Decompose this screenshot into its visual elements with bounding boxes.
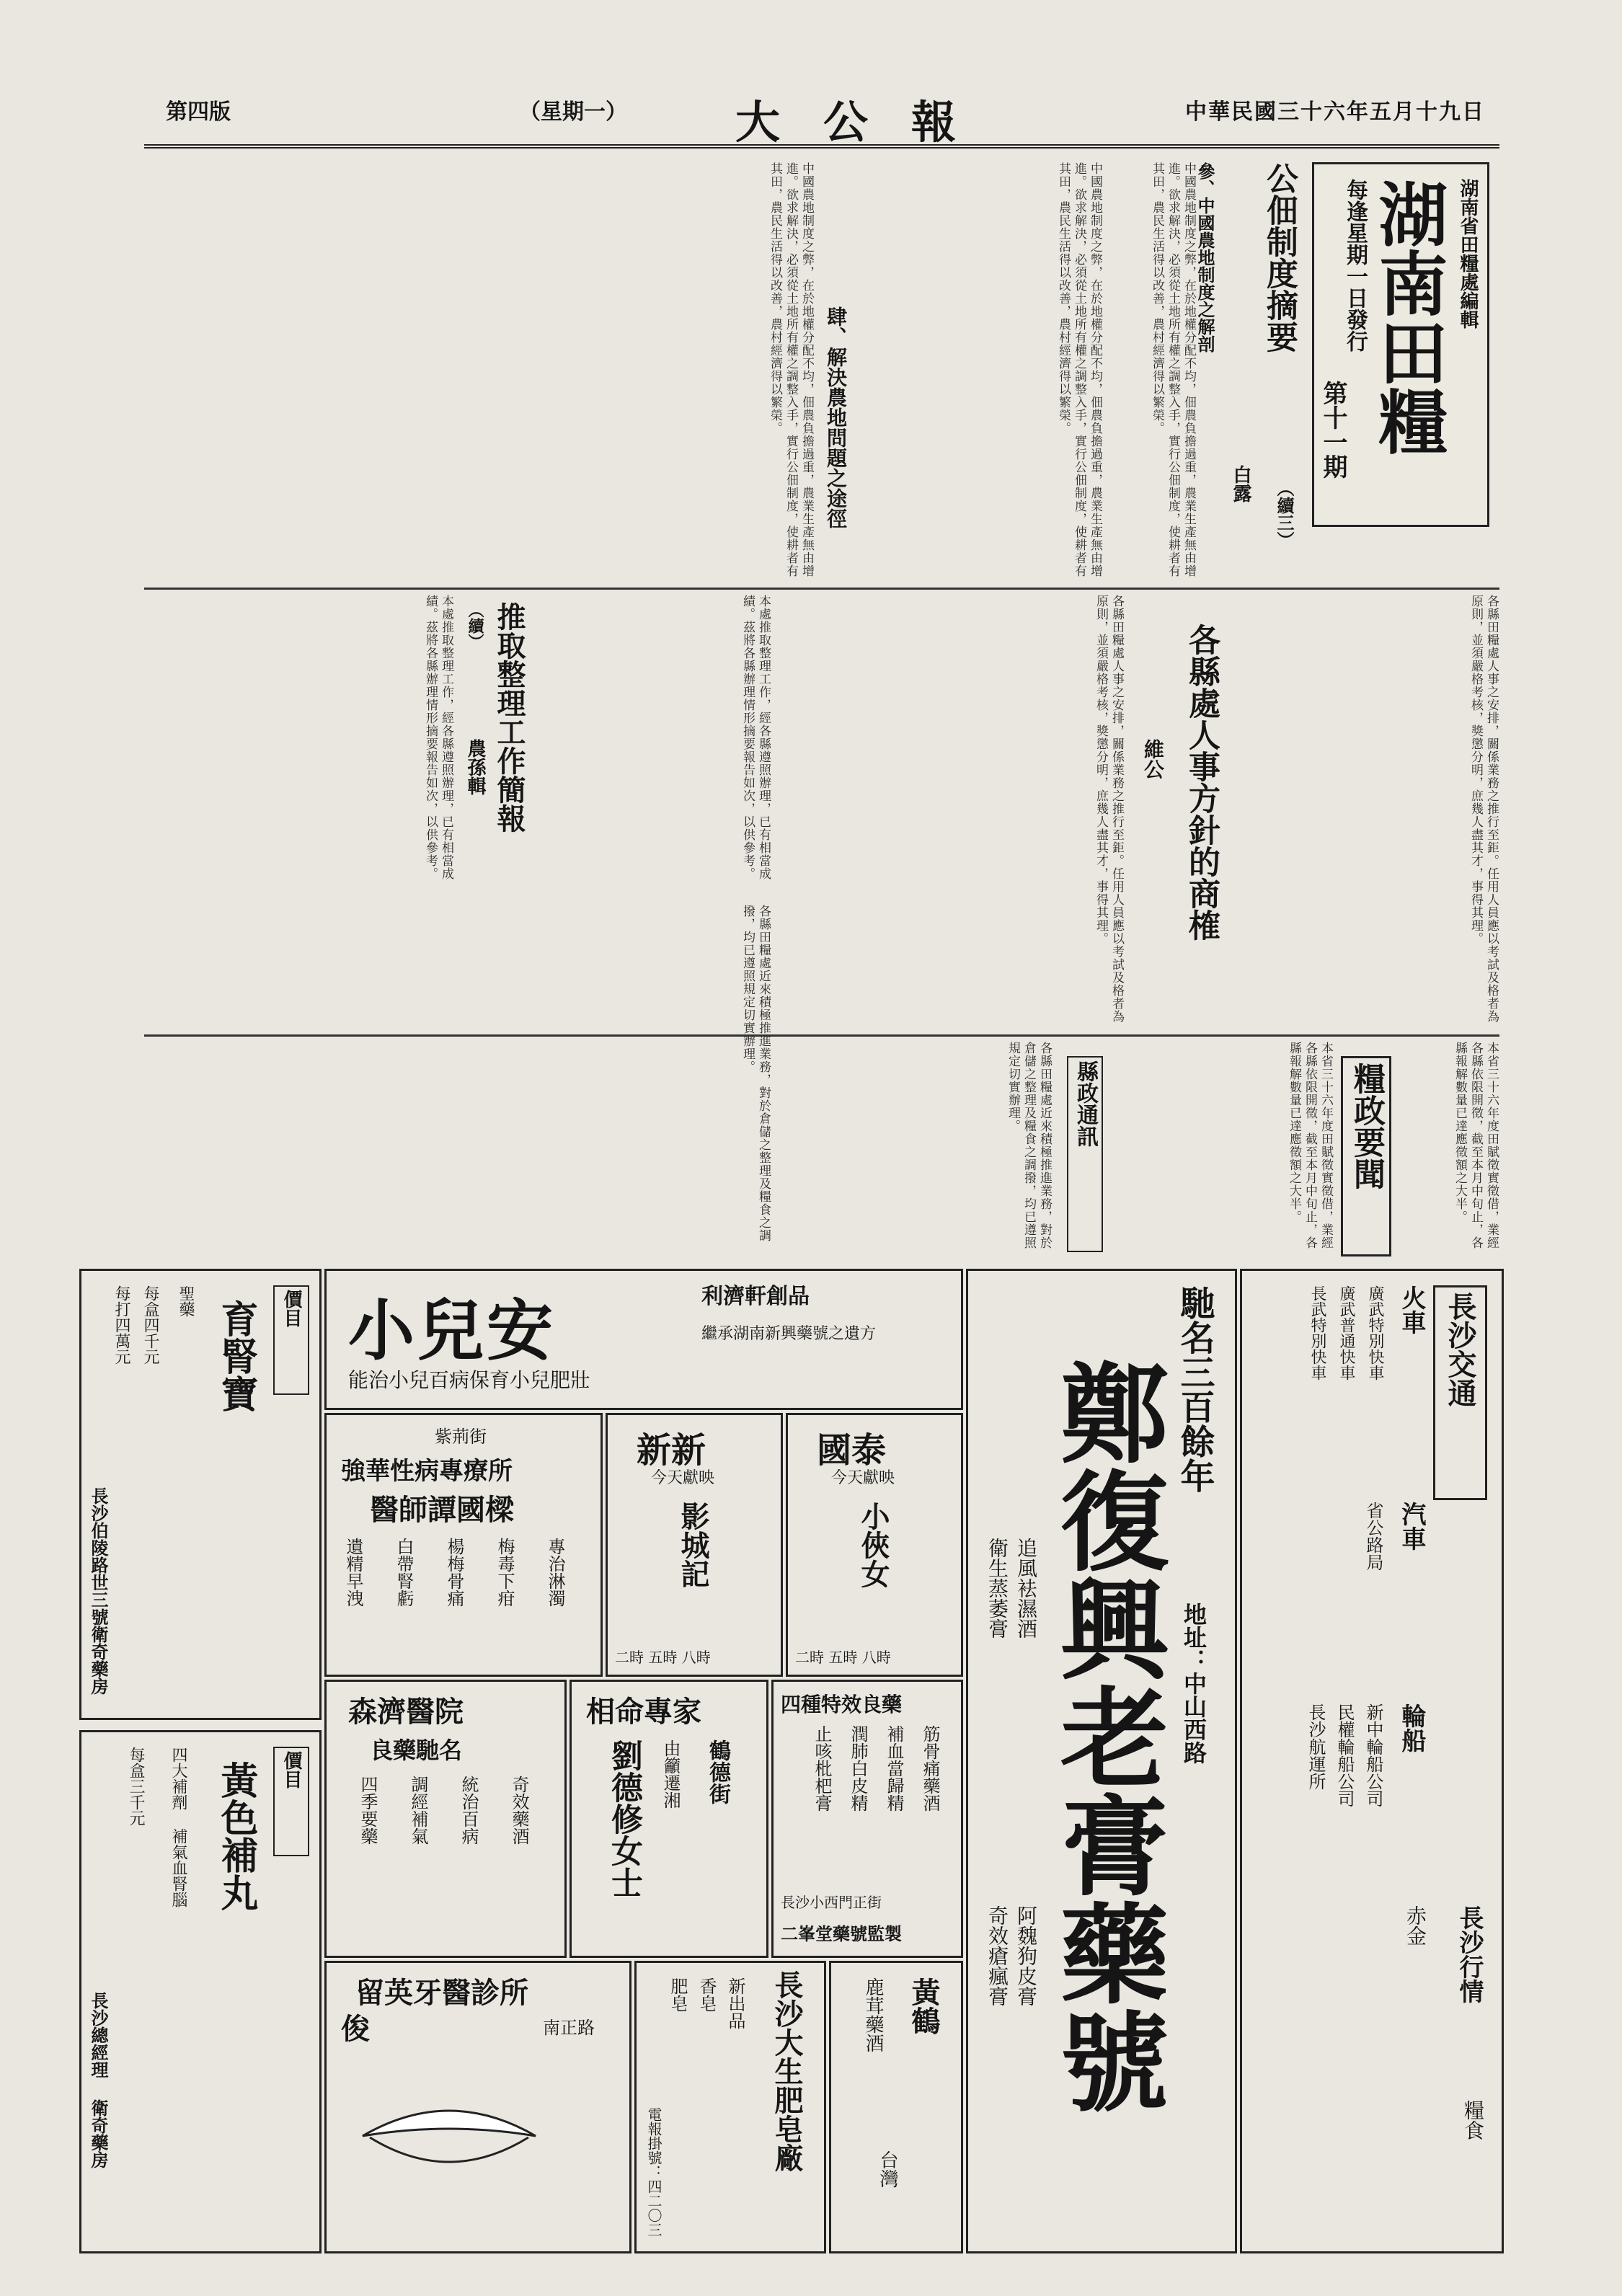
market-title: 長沙行情	[1455, 1905, 1484, 2003]
ad-doctor: 醫師譚國樑	[370, 1493, 514, 1527]
ad-times: 二時 五時 八時	[795, 1649, 891, 1666]
ad-place: 台灣	[877, 2150, 898, 2188]
ad-liuying	[324, 1961, 631, 2253]
page-number: 第四版	[166, 99, 231, 125]
ad-shop: 長沙總經理 衛奇藥房	[88, 1992, 109, 2168]
ad-brand: 黃色補丸	[214, 1761, 258, 1911]
article-note: （續三）	[1274, 479, 1295, 549]
ad-name: 黃鶴	[907, 1977, 941, 2035]
article-liangzheng	[1139, 1042, 1499, 1258]
article-gongdian-head	[1110, 162, 1305, 580]
ad-bus-company: 省公路局	[1363, 1502, 1383, 1571]
weekday: （星期一）	[519, 99, 627, 125]
ad-item: 白帶腎虧	[394, 1538, 414, 1607]
ad-tagline: 能治小兒百病保育小兒肥壯	[348, 1368, 591, 1392]
ad-address: 地址：中山西路	[1180, 1603, 1207, 1764]
ad-item: 楊梅骨痛	[444, 1538, 464, 1607]
ad-title: 留英牙醫診所	[355, 1976, 528, 2010]
article-author: 維公	[1141, 739, 1165, 779]
ad-item: 統治百病	[458, 1776, 479, 1845]
ad-title: 強華性病專療所	[341, 1457, 513, 1486]
article-gongdian-body	[144, 162, 1103, 580]
ad-title: 森濟醫院	[348, 1695, 464, 1729]
advertisements	[79, 1269, 1499, 2264]
ad-product: 阿魏狗皮膏	[1014, 1905, 1038, 2006]
article-author: 農孫輯	[464, 739, 486, 795]
ad-film: 小俠女	[856, 1502, 890, 1588]
ad-notice: 今天獻映	[831, 1469, 895, 1487]
ad-xiangming	[570, 1680, 768, 1958]
ad-title: 四種特效良藥	[781, 1693, 903, 1716]
ad-bus: 汽車	[1397, 1502, 1426, 1551]
ad-clinic	[324, 1413, 603, 1677]
ad-sub: 良藥馳名	[370, 1737, 463, 1764]
ad-item: 潤肺白皮精	[848, 1725, 868, 1812]
ad-huanghe	[829, 1961, 963, 2253]
article-body: 本處推取整理工作，經各縣遵照辦理，已有相當成績。茲將各縣辦理情形摘要報告如次，以供參考。	[423, 595, 453, 880]
ad-train-line: 廣武特別快車	[1366, 1285, 1384, 1380]
masthead	[144, 87, 1499, 149]
ad-address: 長沙小西門正街	[781, 1894, 882, 1911]
ad-phone: 電報掛號：四二〇三	[645, 2107, 662, 2237]
ad-product: 奇效瘡瘋膏	[985, 1905, 1009, 2006]
article-xianwen-2	[779, 1042, 1132, 1258]
ad-name: 鶴德街	[705, 1739, 730, 1804]
ad-name: 俊	[341, 2012, 370, 2046]
ad-maker: 利濟軒創品	[701, 1284, 810, 1309]
article-tuiqu	[144, 595, 771, 897]
ad-title: 聖藥	[177, 1285, 195, 1317]
article-body: 本省三十六年度田賦徵實徵借，業經各縣依限開徵，截至本月中旬止，各縣報解數量已達應徵額之大半。	[1287, 1042, 1333, 1249]
article-title: 縣政通訊	[1067, 1056, 1103, 1252]
ad-boat-company-2: 民權輪船公司	[1334, 1703, 1355, 1807]
ad-train-line: 長武特別快車	[1308, 1285, 1326, 1380]
supplement-name: 湖南田糧	[1368, 179, 1449, 456]
ad-product: 追風袪濕酒	[1014, 1538, 1038, 1639]
divider	[144, 588, 1499, 590]
ad-label: 價目	[273, 1747, 309, 1856]
ad-zhengfuxing	[966, 1269, 1237, 2253]
ad-item: 調經補氣	[408, 1776, 428, 1845]
ad-tagline: 四大補劑 補氣血腎腦	[169, 1747, 187, 1907]
ad-name: 新新	[637, 1430, 706, 1471]
article-xianwen	[144, 905, 771, 1258]
tooth-illustration-icon	[355, 2093, 543, 2179]
article-title: 各縣處人事方針的商榷	[1183, 624, 1220, 941]
issue-date: 中華民國三十六年五月十九日	[1185, 99, 1485, 125]
ad-head: 紫荊街	[435, 1427, 487, 1447]
ad-boat-company-3: 長沙航運所	[1306, 1703, 1326, 1790]
supplement-title-box	[1312, 162, 1489, 527]
ad-theater-xinxin	[606, 1413, 783, 1677]
supplement-schedule: 每逢星期一日發行	[1342, 179, 1368, 352]
article-body: 各縣田糧處近來積極推進業務，對於倉儲之整理及糧食之調撥，均已遵照規定切實辦理。	[1006, 1042, 1052, 1249]
article-body-2: 本省三十六年度田賦徵實徵借，業經各縣依限開徵，截至本月中旬止，各縣報解數量已達應徵額之大半。	[1453, 1042, 1499, 1249]
ad-shop: 長沙伯陵路世三號衛奇藥房	[88, 1487, 109, 1695]
news-area	[144, 148, 1499, 1262]
article-body: 各縣田糧處近來積極推進業務，對於倉儲之整理及糧食之調撥，均已遵照規定切實辦理。	[740, 905, 771, 1242]
ad-note: 繼承湖南新興藥號之遺方	[701, 1325, 877, 1343]
supplement-issue: 第十一期	[1319, 381, 1347, 479]
ad-desc: 鹿茸藥酒	[862, 1977, 884, 2052]
ad-item: 筋骨痛藥酒	[920, 1725, 940, 1812]
ad-address: 南正路	[543, 2018, 595, 2038]
article-body: 中國農地制度之弊，在於地權分配不均，佃農負擔過重，農業生產無由增進。欲求解決，必須從土地所有權之調整入手，實行公佃制度，使耕者有其田，農民生活得以改善，農村經濟得以繁榮。	[1150, 162, 1196, 577]
ad-sub: 由籲遷湘	[660, 1739, 681, 1809]
ad-yushenbao	[79, 1269, 322, 1720]
ad-transport	[1240, 1269, 1504, 2253]
ad-item: 梅毒下疳	[495, 1538, 515, 1607]
ad-item: 肥皂	[668, 1977, 688, 2012]
article-body-2: 各縣田糧處人事之安排，關係業務之推行至鉅。任用人員應以考試及格者為原則，並須嚴格考核，獎懲分明，庶幾人盡其才，事得其理。	[1468, 595, 1499, 1023]
ad-age: 馳名三百餘年	[1174, 1285, 1215, 1493]
supplement-editor: 湖南省田糧處編輯	[1457, 179, 1479, 329]
ad-name: 國泰	[817, 1430, 887, 1471]
article-body: 各縣田糧處人事之安排，關係業務之推行至鉅。任用人員應以考試及格者為原則，並須嚴格考核，獎懲分明，庶幾人盡其才，事得其理。	[1094, 595, 1124, 1023]
ad-train: 火車	[1397, 1285, 1426, 1334]
article-title: 公佃制度摘要	[1261, 162, 1298, 353]
ad-item: 奇效藥酒	[509, 1776, 529, 1845]
ad-price-2: 每打四萬元	[112, 1285, 130, 1365]
ad-item: 止咳枇杷膏	[812, 1725, 832, 1812]
ad-item: 專治淋濁	[545, 1538, 565, 1607]
article-body-continued: 中國農地制度之弊，在於地權分配不均，佃農負擔過重，農業生產無由增進。欲求解決，必須從土地所有權之調整入手，實行公佃制度，使耕者有其田，農民生活得以改善，農村經濟得以繁榮。	[768, 162, 814, 577]
ad-film: 影城記	[676, 1502, 710, 1588]
paper-name: 大公報	[735, 96, 1000, 149]
ad-notice: 今天獻映	[651, 1469, 715, 1487]
ad-title: 長沙交通	[1433, 1285, 1487, 1500]
ad-theater-guotai	[786, 1413, 963, 1677]
article-note: （續）	[466, 602, 484, 650]
market-gold: 赤金	[1404, 1905, 1427, 1946]
article-body-continued-2: 中國農地制度之弊，在於地權分配不均，佃農負擔過重，農業生產無由增進。欲求解決，必須從土地所有權之調整入手，實行公佃制度，使耕者有其田，農民生活得以改善，農村經濟得以繁榮。	[1056, 162, 1102, 577]
ad-maker: 二峯堂藥號監製	[781, 1923, 902, 1944]
ad-item: 新出品	[725, 1977, 745, 2029]
ad-item: 四季要藥	[358, 1776, 378, 1845]
ad-boat: 輪船	[1397, 1703, 1426, 1752]
ad-feizao	[634, 1961, 826, 2253]
market-grain: 糧食	[1461, 2100, 1485, 2140]
article-renshi	[779, 595, 1499, 1027]
ad-times: 二時 五時 八時	[615, 1649, 711, 1666]
ad-name: 鄭復興老膏藥號	[1042, 1357, 1169, 2114]
article-title: 糧政要聞	[1341, 1056, 1391, 1256]
ad-huangse	[79, 1730, 322, 2253]
ad-item: 遺精早洩	[343, 1538, 363, 1607]
ad-title: 長沙大生肥皂廠	[770, 1970, 804, 2172]
ad-brand: 育腎寶	[214, 1300, 258, 1412]
ad-train-line: 廣武普通快車	[1337, 1285, 1355, 1380]
ad-item: 香皂	[696, 1977, 717, 2012]
ad-price-1: 每盒四千元	[141, 1285, 159, 1365]
ad-title: 相命專家	[586, 1695, 701, 1729]
ad-name2: 劉德修女士	[606, 1739, 642, 1898]
ad-xiaoeran	[324, 1269, 963, 1410]
article-author: 白露	[1230, 465, 1251, 502]
ad-senji	[324, 1680, 567, 1958]
ad-name: 小兒安	[348, 1292, 557, 1370]
ad-boat-company: 新中輪船公司	[1363, 1703, 1383, 1807]
ad-item: 補血當歸精	[884, 1725, 904, 1812]
ad-price: 每盒三千元	[127, 1747, 145, 1826]
ad-product: 衛生蒸萎膏	[985, 1538, 1009, 1639]
article-body-2: 本處推取整理工作，經各縣遵照辦理，已有相當成績。茲將各縣辦理情形摘要報告如次，以供參考。	[740, 595, 771, 880]
article-title: 推取整理工作簡報	[492, 602, 526, 833]
article-section: 參、中國農地制度之解剖	[1195, 162, 1215, 353]
article-subsection: 肆、解決農地問題之途徑	[824, 306, 848, 528]
ad-sizhong	[771, 1680, 963, 1958]
ad-label: 價目	[273, 1285, 309, 1395]
